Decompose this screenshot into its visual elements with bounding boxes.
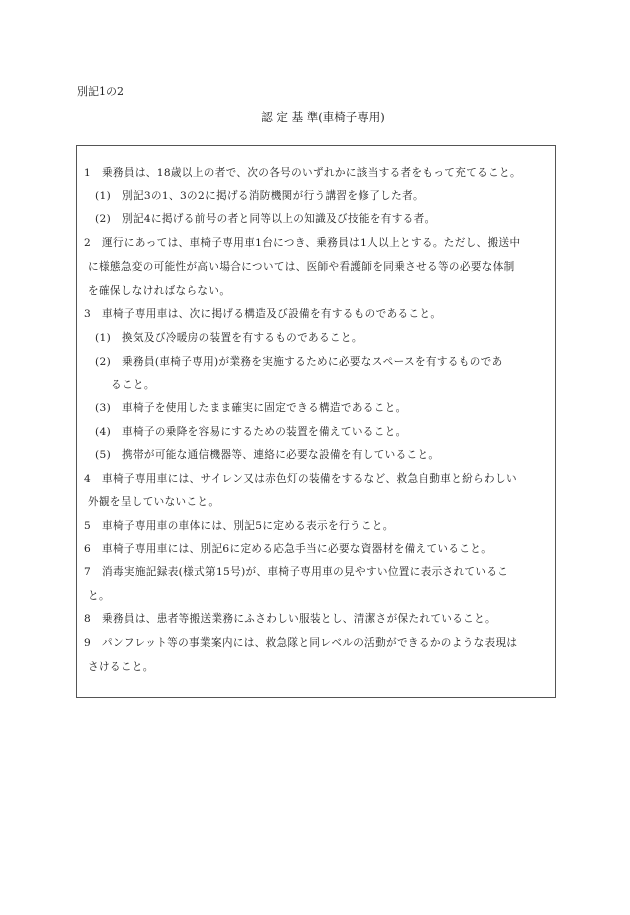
criteria-line: 2 運行にあっては、車椅子専用車1台につき、乗務員は1人以上とする。ただし、搬送中	[84, 237, 521, 249]
criteria-line: ること。	[111, 379, 155, 391]
criteria-line: 3 車椅子専用車は、次に掲げる構造及び設備を有するものであること。	[84, 308, 442, 320]
criteria-line: (3) 車椅子を使用したまま確実に固定できる構造であること。	[95, 402, 407, 414]
criteria-line: (4) 車椅子の乗降を容易にするための装置を備えていること。	[95, 426, 407, 438]
criteria-line: (2) 別記4に掲げる前号の者と同等以上の知識及び技能を有する者。	[95, 213, 436, 225]
criteria-line: 1 乗務員は、18歳以上の者で、次の各号のいずれかに該当する者をもって充てること。	[84, 167, 521, 179]
criteria-line: に様態急変の可能性が高い場合については、医師や看護師を同乗させる等の必要な体制	[88, 261, 515, 273]
criteria-line: (1) 換気及び冷暖房の装置を有するものであること。	[95, 332, 363, 344]
criteria-line: と。	[88, 590, 110, 602]
annex-label: 別記1の2	[77, 85, 124, 98]
criteria-line: を確保しなければならない。	[88, 285, 231, 297]
criteria-line: (5) 携帯が可能な通信機器等、連絡に必要な設備を有していること。	[95, 449, 440, 461]
criteria-line: 7 消毒実施記録表(様式第15号)が、車椅子専用車の見やすい位置に表示されているこ	[84, 566, 509, 578]
criteria-line: 5 車椅子専用車の車体には、別記5に定める表示を行うこと。	[84, 520, 394, 532]
document-title: 認 定 基 準(車椅子専用)	[261, 110, 385, 124]
criteria-line: 外観を呈していないこと。	[88, 496, 220, 508]
criteria-line: 6 車椅子専用車には、別記6に定める応急手当に必要な資器材を備えていること。	[84, 543, 493, 555]
criteria-line: 9 パンフレット等の事業案内には、救急隊と同レベルの活動ができるかのような表現は	[84, 637, 518, 649]
criteria-line: (2) 乗務員(車椅子専用)が業務を実施するために必要なスペースを有するものであ	[95, 356, 503, 368]
criteria-line: 4 車椅子専用車には、サイレン又は赤色灯の装備をするなど、救急自動車と紛らわしい	[84, 473, 517, 485]
criteria-line: さけること。	[88, 661, 154, 673]
criteria-line: (1) 別記3の1、3の2に掲げる消防機関が行う講習を修了した者。	[95, 190, 424, 202]
criteria-line: 8 乗務員は、患者等搬送業務にふさわしい服装とし、清潔さが保たれていること。	[84, 613, 497, 625]
